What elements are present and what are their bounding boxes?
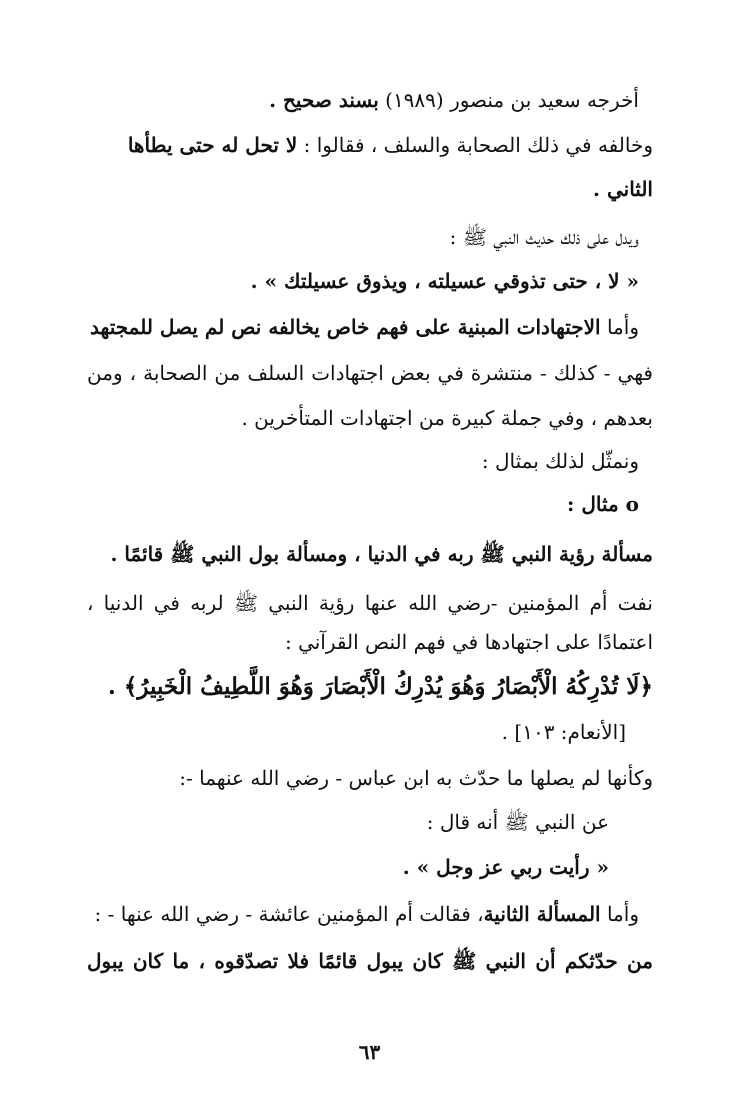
line-14-segment-1: ﴿لَا تُدْرِكُهُ الْأَبْصَارُ وَهُوَ يُدْرِكُ الْأَبْصَارَ وَهُوَ اللَّطِيفُ الْخَبِيرُ﴾ . <box>107 673 653 700</box>
line-2-segment-2: لا تحل له حتى يطأها <box>127 133 298 157</box>
line-8-segment-1: بعدهم ، وفي جملة كبيرة من اجتهادات المتأخرين . <box>241 406 653 430</box>
line-17-segment-1: عن النبي ﷺ أنه قال : <box>426 810 609 834</box>
line-18-segment-1: « رأيت ربي عز وجل » . <box>402 855 609 879</box>
line-19-segment-3: ، فقالت أم المؤمنين عائشة - رضي الله عنها - : <box>94 902 484 926</box>
text-line-4 <box>450 223 639 251</box>
text-line-5 <box>251 267 639 295</box>
line-11-segment-1: مسألة رؤية النبي ﷺ ربه في الدنيا ، ومسألة بول النبي ﷺ قائمًا . <box>110 542 653 566</box>
line-15-segment-1: [الأنعام: ١٠٣] . <box>501 720 626 744</box>
line-13-segment-1: اعتمادًا على اجتهادها في فهم النص القرآني : <box>284 630 653 654</box>
verse-citation <box>502 718 626 746</box>
quran-verse-line <box>108 673 653 701</box>
line-5-segment-1: « لا ، حتى تذوقي عسيلته ، ويذوق عسيلتك » . <box>250 269 639 293</box>
text-line-8 <box>241 404 653 432</box>
text-line-17 <box>427 808 609 836</box>
line-19-segment-1: وأما <box>600 902 639 926</box>
text-line-13 <box>285 628 653 656</box>
text-line-18 <box>403 853 609 881</box>
line-6-segment-2: الاجتهادات المبنية على فهم خاص يخالفه نص لم يصل للمجتهد <box>90 315 601 339</box>
text-line-10 <box>567 490 639 518</box>
line-9-segment-1: ونمثّل لذلك بمثال : <box>481 449 639 473</box>
line-1-segment-1: أخرجه سعيد بن منصور (١٩٨٩) <box>378 88 639 112</box>
line-4-segment-1: ويدل على ذلك حديث النبي ﷺ : <box>449 225 639 249</box>
text-line-9 <box>482 447 639 475</box>
line-16-segment-1: وكأنها لم يصلها ما حدّث به ابن عباس - رضي الله عنهما -: <box>179 766 653 790</box>
text-line-11 <box>110 540 653 568</box>
line-1-segment-2: بسند صحيح . <box>269 88 379 112</box>
line-6-segment-1: وأما <box>600 315 639 339</box>
text-line-3 <box>593 175 653 203</box>
text-line-1 <box>269 86 639 114</box>
text-line-6 <box>90 313 639 341</box>
line-19-segment-2: المسألة الثانية <box>483 902 601 926</box>
line-20-segment-1: من حدّثكم أن النبي ﷺ كان يبول قائمًا فلا تصدّقوه ، ما كان يبول <box>87 949 653 973</box>
line-7-segment-1: فهي - كذلك - منتشرة في بعض اجتهادات السلف من الصحابة ، ومن <box>87 361 653 385</box>
line-10-segment-1: ο مثال : <box>566 492 639 516</box>
line-12-segment-1: نفت أم المؤمنين -رضي الله عنها رؤية النبي ﷺ لربه في الدنيا ، <box>87 591 653 615</box>
text-line-20 <box>87 947 653 975</box>
text-line-7 <box>87 359 653 387</box>
text-line-16 <box>179 764 653 792</box>
page-number: ٦٣ <box>358 1040 381 1064</box>
text-line-12 <box>87 589 653 617</box>
line-2-segment-1: وخالفه في ذلك الصحابة والسلف ، فقالوا : <box>297 133 653 157</box>
text-line-19 <box>95 900 639 928</box>
text-line-2 <box>128 131 653 159</box>
line-3-segment-1: الثاني . <box>593 177 653 201</box>
